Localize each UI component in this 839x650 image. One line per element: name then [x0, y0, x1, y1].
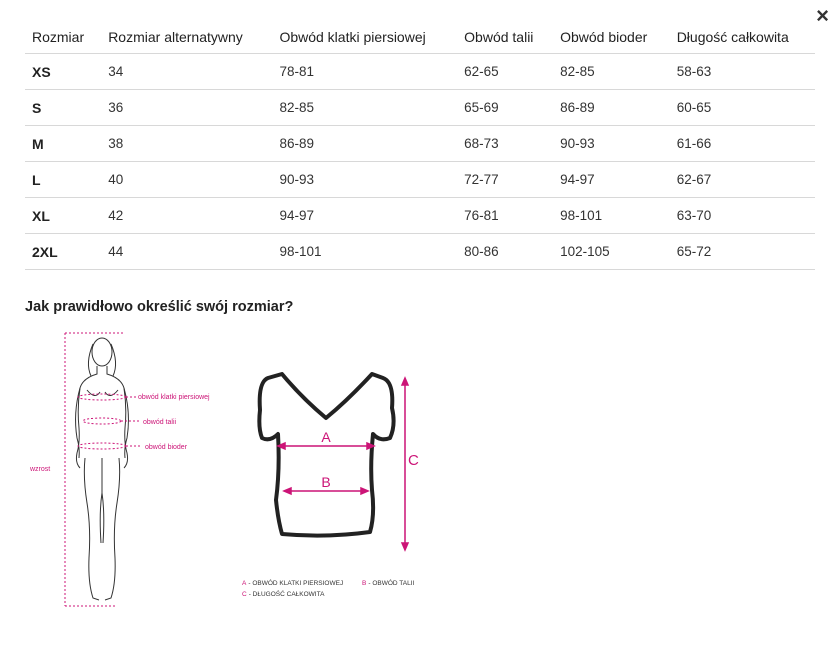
- table-row: [25, 162, 815, 198]
- cell-chest: 86-89: [272, 126, 457, 162]
- cell-alt-size: 38: [101, 126, 272, 162]
- cell-waist: 62-65: [457, 54, 553, 90]
- cell-size: M: [25, 126, 101, 162]
- header-length: Długość całkowita: [670, 21, 815, 54]
- height-bracket: [65, 333, 125, 606]
- mark-a: A: [321, 429, 331, 445]
- woman-silhouette: [76, 338, 129, 600]
- legend-b: B - OBWÓD TALII: [362, 580, 415, 587]
- table-row: [25, 234, 815, 270]
- cell-size: XS: [25, 54, 101, 90]
- label-hips: obwód bioder: [145, 444, 188, 451]
- cell-length: 61-66: [670, 126, 815, 162]
- shirt-outline: [259, 374, 393, 536]
- cell-alt-size: 34: [101, 54, 272, 90]
- cell-alt-size: 42: [101, 198, 272, 234]
- cell-hips: 94-97: [553, 162, 670, 198]
- cell-hips: 90-93: [553, 126, 670, 162]
- measure-lines: [78, 394, 141, 449]
- close-icon[interactable]: ×: [816, 3, 829, 28]
- cell-alt-size: 44: [101, 234, 272, 270]
- header-alt-size: Rozmiar alternatywny: [101, 21, 272, 54]
- cell-chest: 90-93: [272, 162, 457, 198]
- cell-hips: 86-89: [553, 90, 670, 126]
- legend-c: C - DŁUGOŚĆ CAŁKOWITA: [242, 591, 325, 598]
- header-chest: Obwód klatki piersiowej: [272, 21, 457, 54]
- table-row: [25, 126, 815, 162]
- cell-waist: 68-73: [457, 126, 553, 162]
- header-waist: Obwód talii: [457, 21, 553, 54]
- size-table: [25, 21, 815, 270]
- cell-size: XL: [25, 198, 101, 234]
- body-measurement-figure: [25, 328, 235, 613]
- cell-length: 58-63: [670, 54, 815, 90]
- cell-chest: 98-101: [272, 234, 457, 270]
- cell-length: 60-65: [670, 90, 815, 126]
- cell-hips: 98-101: [553, 198, 670, 234]
- cell-chest: 94-97: [272, 198, 457, 234]
- cell-chest: 82-85: [272, 90, 457, 126]
- cell-length: 63-70: [670, 198, 815, 234]
- mark-b: B: [321, 474, 331, 490]
- cell-hips: 82-85: [553, 54, 670, 90]
- howto-title: Jak prawidłowo określić swój rozmiar?: [25, 299, 294, 315]
- label-height: wzrost: [30, 466, 51, 473]
- cell-alt-size: 36: [101, 90, 272, 126]
- cell-waist: 80-86: [457, 234, 553, 270]
- label-chest: obwód klatki piersiowej: [138, 394, 210, 401]
- cell-size: S: [25, 90, 101, 126]
- cell-alt-size: 40: [101, 162, 272, 198]
- cell-size: L: [25, 162, 101, 198]
- table-row: [25, 198, 815, 234]
- mark-c: C: [408, 452, 419, 469]
- cell-chest: 78-81: [272, 54, 457, 90]
- cell-length: 62-67: [670, 162, 815, 198]
- cell-waist: 65-69: [457, 90, 553, 126]
- cell-length: 65-72: [670, 234, 815, 270]
- label-waist: obwód talii: [143, 419, 177, 426]
- header-size: Rozmiar: [25, 21, 101, 54]
- header-hips: Obwód bioder: [553, 21, 670, 54]
- cell-hips: 102-105: [553, 234, 670, 270]
- shirt-measurement-figure: [240, 370, 440, 602]
- table-row: [25, 54, 815, 90]
- table-row: [25, 90, 815, 126]
- cell-waist: 76-81: [457, 198, 553, 234]
- cell-size: 2XL: [25, 234, 101, 270]
- table-header-row: [25, 21, 815, 54]
- legend-a: A - OBWÓD KLATKI PIERSIOWEJ: [242, 580, 344, 587]
- cell-waist: 72-77: [457, 162, 553, 198]
